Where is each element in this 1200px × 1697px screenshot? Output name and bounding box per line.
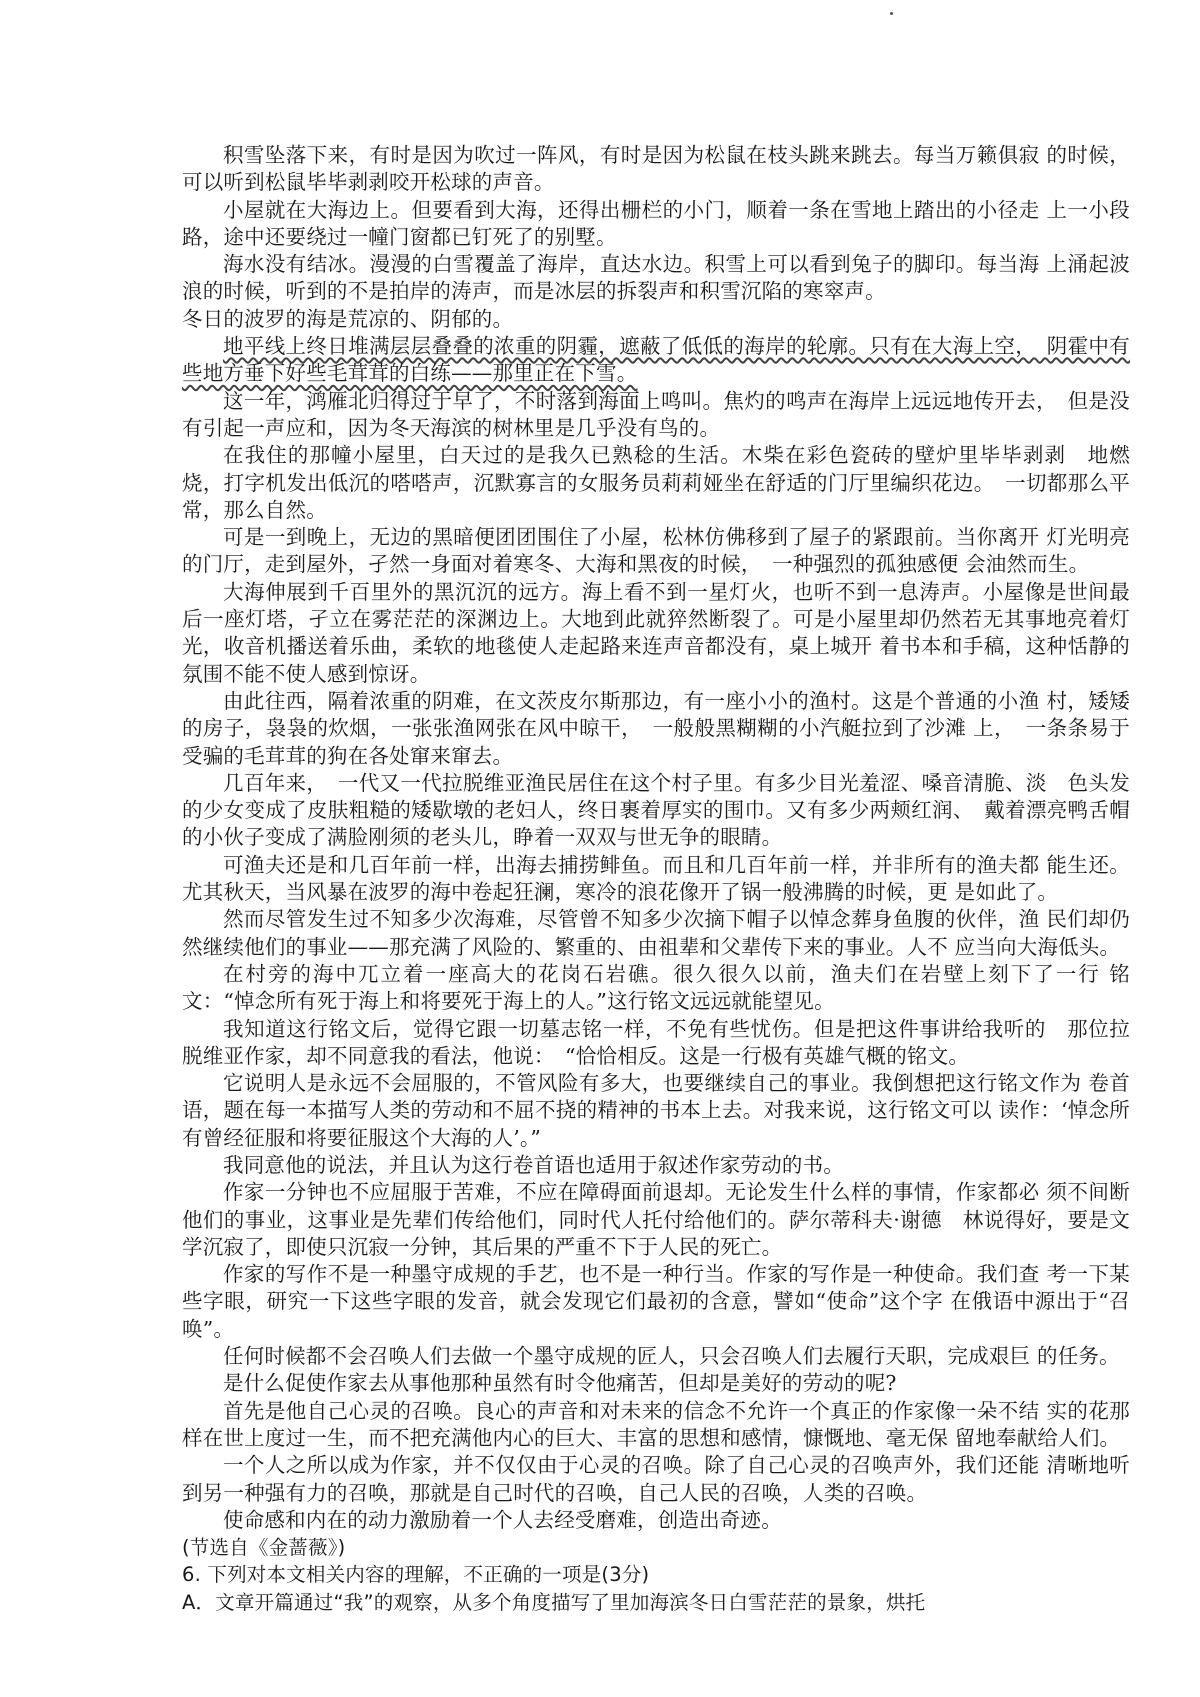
paragraph: 小屋就在大海边上。但要看到大海，还得出栅栏的小门，顺着一条在雪地上踏出的小径走 上一小段路，途中还要绕过一幢门窗都已钉死了的别墅。 [182,197,1130,249]
paragraph: 6. 下列对本文相关内容的理解，不正确的一项是(3分) [182,1563,650,1587]
paragraph: 几百年来， 一代又一代拉脱维亚渔民居住在这个村子里。有多少目光羞涩、嗓音清脆、淡 色头发的少女变成了皮肤粗糙的矮歇墩的老妇人，终日裹着厚实的围巾。又有多少两颊红润、 戴着漂亮鸭舌帽的小伙子变成了满脸刚须的老头儿，睁着一双双与世无争的眼睛。 [182,770,1130,850]
paragraph: 可渔夫还是和几百年前一样，出海去捕捞鲱鱼。而且和几百年前一样，并非所有的渔夫都 能生还。尤其秋天，当风暴在波罗的海中卷起狂澜，寒冷的浪花像开了锅一般沸腾的时候，更 是如此了。 [182,852,1130,905]
paragraph: 地平线上终日堆满层层叠叠的浓重的阴霾，遮蔽了低低的海岸的轮廓。只有在大海上空， 阴霍中有些地方垂下好些毛茸茸的白练——那里正在下雪。 [182,334,1130,386]
paragraph: 作家一分钟也不应屈服于苦难，不应在障碍面前退却。无论发生什么样的事情，作家都必 须不间断他们的事业，这事业是先辈们传给他们，同时代人托付给他们的。萨尔蒂科夫·谢德 林说得好，要是文学沉寂了，即使只沉寂一分钟，其后果的严重不下于人民的死亡。 [182,1180,1130,1259]
paragraph: 积雪坠落下来，有时是因为吹过一阵风，有时是因为松鼠在枝头跳来跳去。每当万籁俱寂 的时候，可以听到松鼠毕毕剥剥咬开松球的声音。 [182,143,1130,195]
paragraph: 冬日的波罗的海是荒凉的、阴郁的。 [182,306,514,331]
paragraph: 这一年，鸿雁北归得过于早了，不时落到海面上鸣叫。焦灼的鸣声在海岸上远远地传开去， 但是没有引起一声应和，因为冬天海滨的树林里是几乎没有鸟的。 [182,388,1130,440]
paragraph: 我同意他的说法，并且认为这行卷首语也适用于叙述作家劳动的书。 [223,1152,844,1177]
paragraph: 任何时候都不会召唤人们去做一个墨守成规的匠人，只会召唤人们去履行天职，完成艰巨 的任务。 [223,1344,1120,1369]
paragraph: 可是一到晚上，无边的黑暗便团团围住了小屋，松林仿佛移到了屋子的紧跟前。当你离开 灯光明亮的门厅，走到屋外，孑然一身面对着寒冬、大海和黑夜的时候， 一种强烈的孤独感便 会油然而生。 [182,525,1130,577]
paragraph: 在村旁的海中兀立着一座高大的花岗石岩礁。很久很久以前，渔夫们在岩壁上刻下了一行 铭文：“悼念所有死于海上和将要死于海上的人。”这行铭文远远就能望见。 [182,961,1130,1014]
paragraph: 作家的写作不是一种墨守成规的手艺，也不是一种行当。作家的写作是一种使命。我们查 考一下某些字眼，研究一下这些字眼的发音，就会发现它们最初的含意，譬如“使命”这个字 在俄语中源出于“召唤”。 [182,1262,1130,1341]
paragraph: 它说明人是永远不会屈服的，不管风险有多大，也要继续自己的事业。我倒想把这行铭文作为 卷首语，题在每一本描写人类的劳动和不屈不挠的精神的书本上去。对我来说，这行铭文可以 读作：‘悼念所有曾经征服和将要征服这个大海的人’。” [182,1071,1130,1150]
paragraph: (节选自《金蔷薇》) [182,1536,346,1560]
paragraph: 由此往西，隔着浓重的阴难，在文茨皮尔斯那边，有一座小小的渔村。这是个普通的小渔 村，矮矮的房子，袅袅的炊烟，一张张渔网张在风中晾干， 一般般黑糊糊的小汽艇拉到了沙滩 上， 一条条易于受骗的毛茸茸的狗在各处窜来窜去。 [182,688,1130,768]
paragraph: 在我住的那幢小屋里，白天过的是我久已熟稔的生活。木柴在彩色瓷砖的壁炉里毕毕剥剥 地燃烧，打字机发出低沉的嗒嗒声，沉默寡言的女服务员莉莉娅坐在舒适的门厅里编织花边。 一切都那么平常，那么自然。 [182,443,1130,522]
paragraph: 使命感和内在的动力激励着一个人去经受磨难，创造出奇迹。 [223,1507,782,1532]
article-body [182,142,1130,1616]
scan-dot [890,12,893,15]
paragraph: 是什么促使作家去从事他那种虽然有时令他痛苦，但却是美好的劳动的呢? [223,1371,897,1396]
paragraph: 我知道这行铭文后，觉得它跟一切墓志铭一样，不免有些忧伤。但是把这件事讲给我听的 那位拉脱维亚作家，却不同意我的看法，他说： “恰恰相反。这是一行极有英雄气概的铭文。 [182,1016,1130,1068]
paragraph: A．文章开篇通过“我”的观察，从多个角度描写了里加海滨冬日白雪茫茫的景象，烘托 [182,1590,926,1614]
paragraph: 海水没有结冰。漫漫的白雪覆盖了海岸，直达水边。积雪上可以看到兔子的脚印。每当海 上涌起波浪的时候，听到的不是拍岸的涛声，而是冰层的拆裂声和积雪沉陷的寒窣声。 [182,252,1130,304]
paragraph: 大海伸展到千百里外的黑沉沉的远方。海上看不到一星灯火，也听不到一息涛声。小屋像是世间最后一座灯塔，孑立在雾茫茫的深渊边上。大地到此就猝然断裂了。可是小屋里却仍然若无其事地亮着灯光，收音机播送着乐曲，柔软的地毯使人走起路来连声音都没有，桌上城开 着书本和手稿，这种恬静的氛围不能不使人感到惊讶。 [182,579,1130,686]
paragraph: 首先是他自己心灵的召唤。良心的声音和对未来的信念不允许一个真正的作家像一朵不结 实的花那样在世上度过一生，而不把充满他内心的巨大、丰富的思想和感情，慷慨地、毫无保 留地奉献给人们。 [182,1398,1130,1450]
paragraph: 一个人之所以成为作家，并不仅仅由于心灵的召唤。除了自己心灵的召唤声外，我们还能 清晰地听到另一种强有力的召唤，那就是自己时代的召唤，自己人民的召唤，人类的召唤。 [182,1453,1130,1505]
paragraph: 然而尽管发生过不知多少次海难，尽管曾不知多少次摘下帽子以悼念葬身鱼腹的伙伴，渔 民们却仍然继续他们的事业——那充满了风险的、繁重的、由祖辈和父辈传下来的事业。人不 应当向大海低头。 [182,907,1130,959]
